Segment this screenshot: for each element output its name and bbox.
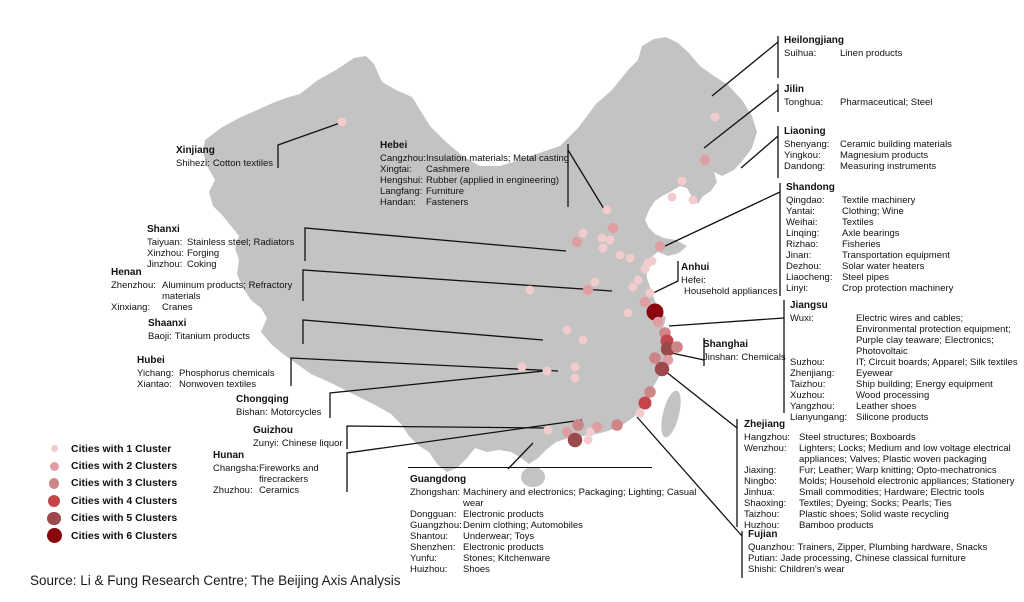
city-entry: [147, 248, 297, 259]
city-label: Jinan:: [786, 250, 812, 261]
city-label: Linyi:: [786, 283, 809, 294]
province-name-liaoning: Liaoning: [784, 126, 826, 137]
city-dot-1-clusters: [543, 367, 552, 376]
province-block-heilongjiang: [784, 35, 1016, 59]
city-entry: [786, 272, 1018, 283]
city-label: Lianyungang:: [790, 412, 848, 423]
leader-line: [712, 42, 778, 96]
products-label: Cotton textiles: [212, 158, 274, 169]
province-block-liaoning: [784, 126, 1019, 172]
city-label: Jinshan:: [703, 352, 739, 363]
city-dot-1-clusters: [598, 234, 607, 243]
city-dot-1-clusters: [636, 409, 645, 418]
city-dot-2-clusters: [572, 237, 582, 247]
products-label: Small commodities; Hardware; Electric tools: [799, 487, 985, 498]
city-entry: [380, 175, 575, 186]
city-entry: [786, 206, 1018, 217]
products-label: Clothing; Wine: [842, 206, 904, 217]
city-label: Rizhao:: [786, 239, 819, 250]
city-entry: [111, 302, 306, 313]
products-label: Linen products: [840, 48, 903, 59]
city-label: Shishi:: [748, 564, 777, 575]
province-block-hunan: [213, 450, 343, 496]
city-entry: [786, 228, 1018, 239]
legend-item: [45, 527, 177, 544]
province-name-guizhou: Guizhou: [253, 425, 293, 436]
products-label: Fireworks and firecrackers: [259, 463, 319, 485]
city-entry: [748, 542, 1020, 553]
city-entry: [410, 509, 702, 520]
city-dot-1-clusters: [606, 236, 615, 245]
city-dot-2-clusters: [608, 223, 618, 233]
city-entry: [744, 487, 1020, 498]
city-dot-5-clusters: [568, 433, 582, 447]
city-entry: [380, 153, 575, 164]
products-label: Phosphorus chemicals: [179, 368, 275, 379]
products-label: Underwear; Toys: [463, 531, 535, 542]
legend-label: Cities with 2 Clusters: [71, 460, 178, 473]
province-block-shanghai: [703, 339, 803, 363]
city-dot-3-clusters: [572, 419, 584, 431]
city-entry: [784, 48, 1016, 59]
products-label: Textiles; Dyeing; Socks; Pearls; Ties: [799, 498, 952, 509]
city-entry: [748, 553, 1020, 564]
products-label: Motorcycles: [270, 407, 322, 418]
city-dot-1-clusters: [644, 259, 653, 268]
city-label: Qingdao:: [786, 195, 825, 206]
legend-item: [45, 440, 177, 457]
city-label: Langfang:: [380, 186, 423, 197]
city-label: Yantai:: [786, 206, 815, 217]
city-label: Taizhou:: [744, 509, 780, 520]
city-label: Jiaxing:: [744, 465, 777, 476]
legend-label: Cities with 4 Clusters: [71, 494, 178, 507]
province-name-hebei: Hebei: [380, 140, 408, 151]
city-dot-1-clusters: [678, 177, 687, 186]
province-block-guizhou: [253, 425, 393, 449]
city-entry: [380, 186, 575, 197]
city-dot-1-clusters: [603, 206, 612, 215]
city-entry: [790, 313, 1018, 357]
city-label: Tonghua:: [784, 97, 824, 108]
city-dot-1-clusters: [626, 254, 635, 263]
city-label: Yingkou:: [784, 150, 821, 161]
city-entry: [744, 498, 1020, 509]
city-label: Taizhou:: [790, 379, 826, 390]
city-entry: [786, 195, 1018, 206]
city-label: Cangzhou:: [380, 153, 426, 164]
city-dot-3-clusters: [644, 386, 656, 398]
city-entry: [784, 97, 1016, 108]
leader-line: [669, 318, 784, 326]
city-entry: [380, 164, 575, 175]
city-entry: [380, 197, 575, 208]
city-dot-1-clusters: [518, 363, 527, 372]
city-label: Hefei:: [681, 275, 706, 286]
city-entry: [790, 379, 1018, 390]
city-entry: [410, 564, 702, 575]
city-entry: [784, 150, 1019, 161]
city-label: Zhuzhou:: [213, 485, 253, 496]
products-label: Crop protection machinery: [842, 283, 954, 294]
city-entry: [744, 476, 1020, 487]
province-name-guangdong: Guangdong: [410, 474, 467, 485]
city-label: Zhenjiang:: [790, 368, 835, 379]
legend-label: Cities with 6 Clusters: [71, 529, 178, 542]
city-dot-3-clusters: [611, 419, 623, 431]
city-dot-1-clusters: [526, 286, 535, 295]
city-label: Shihezi:: [176, 158, 210, 169]
city-entry: [410, 542, 702, 553]
city-dot-1-clusters: [571, 363, 580, 372]
city-entry: [137, 368, 302, 379]
province-name-shanghai: Shanghai: [703, 339, 749, 350]
legend-item: [45, 457, 177, 474]
city-label: Handan:: [380, 197, 416, 208]
province-block-anhui: [681, 262, 791, 297]
city-label: Suihua:: [784, 48, 817, 59]
legend-dot-icon: [47, 512, 61, 526]
city-entry: [744, 432, 1020, 443]
products-label: Titanium products: [174, 331, 250, 342]
products-label: Steel structures; Boxboards: [799, 432, 916, 443]
products-label: Ship building; Energy equipment: [856, 379, 993, 390]
city-entry: [790, 390, 1018, 401]
province-name-zhejiang: Zhejiang: [744, 419, 786, 430]
city-entry: [790, 401, 1018, 412]
city-label: Quanzhou:: [748, 542, 795, 553]
province-block-shaanxi: [148, 318, 308, 342]
city-dot-1-clusters: [584, 436, 593, 445]
city-dot-5-clusters: [655, 362, 669, 376]
city-label: Yunfu:: [410, 553, 437, 564]
legend-item: [45, 510, 177, 527]
legend-label: Cities with 5 Clusters: [71, 512, 178, 525]
province-name-hunan: Hunan: [213, 450, 245, 461]
city-dot-3-clusters: [671, 341, 683, 353]
province-name-xinjiang: Xinjiang: [176, 145, 215, 156]
city-dot-3-clusters: [649, 352, 661, 364]
products-label: Cashmere: [426, 164, 470, 175]
products-label: Aluminum products; Refractory materials: [162, 280, 293, 302]
products-label: Jade processing, Chinese classical furniture: [780, 553, 966, 564]
city-label: Shenzhen:: [410, 542, 456, 553]
city-dot-1-clusters: [544, 426, 553, 435]
province-name-fujian: Fujian: [748, 529, 778, 540]
products-label: Steel pipes: [842, 272, 890, 283]
products-label: Shoes: [463, 564, 490, 575]
legend-dot-icon: [49, 478, 60, 489]
city-entry: [790, 368, 1018, 379]
province-block-fujian: [748, 529, 1020, 575]
city-entry: [410, 520, 702, 531]
city-dot-1-clusters: [668, 193, 677, 202]
source-note: Source: Li & Fung Research Centre; The Beijing Axis Analysis: [30, 573, 401, 588]
city-label: Xiantao:: [137, 379, 172, 390]
products-label: Coking: [187, 259, 217, 270]
products-label: Measuring instruments: [840, 161, 937, 172]
products-label: Ceramics: [259, 485, 300, 496]
city-entry: [111, 280, 306, 302]
city-dot-1-clusters: [599, 244, 608, 253]
city-label: Jinhua:: [744, 487, 775, 498]
city-dot-1-clusters: [579, 229, 588, 238]
city-dot-1-clusters: [711, 113, 720, 122]
city-entry: [784, 161, 1019, 172]
city-label: Shantou:: [410, 531, 449, 542]
city-entry: [137, 379, 302, 390]
products-label: Solar water heaters: [842, 261, 925, 272]
city-dot-4-clusters: [639, 397, 652, 410]
city-label: Zhenzhou:: [111, 280, 156, 291]
city-entry: [236, 407, 376, 418]
province-name-jiangsu: Jiangsu: [790, 300, 828, 311]
province-name-henan: Henan: [111, 267, 142, 278]
city-label: Zunyi:: [253, 438, 279, 449]
province-block-jilin: [784, 84, 1016, 108]
city-entry: [253, 438, 393, 449]
city-label: Shaoxing:: [744, 498, 787, 509]
city-label: Dezhou:: [786, 261, 822, 272]
city-label: Changsha:: [213, 463, 259, 474]
city-label: Yangzhou:: [790, 401, 835, 412]
products-label: IT; Circuit boards; Apparel; Silk textiles: [856, 357, 1018, 368]
products-label: Pharmaceutical; Steel: [840, 97, 933, 108]
products-label: Machinery and electronics; Packaging; Lighting; Casual wear: [463, 487, 697, 509]
city-dot-1-clusters: [571, 374, 580, 383]
province-block-xinjiang: [176, 145, 326, 169]
city-label: Bishan:: [236, 407, 268, 418]
legend-label: Cities with 3 Clusters: [71, 477, 178, 490]
city-dot-1-clusters: [586, 428, 595, 437]
city-label: Dandong:: [784, 161, 826, 172]
city-entry: [786, 239, 1018, 250]
city-dot-2-clusters: [640, 297, 650, 307]
city-label: Taiyuan:: [147, 237, 183, 248]
city-entry: [681, 275, 791, 286]
legend-dot-icon: [48, 495, 60, 507]
products-label: Electric wires and cables; Environmental protection equipment; Purple clay teaware; Electronics; Photovoltaic: [856, 313, 1011, 357]
products-label: Eyewear: [856, 368, 893, 379]
city-entry: [786, 283, 1018, 294]
products-label: Chinese liquor: [281, 438, 343, 449]
city-label: Jinzhou:: [147, 259, 183, 270]
province-name-jilin: Jilin: [784, 84, 805, 95]
products-label: Fur; Leather; Warp knitting; Opto-mechatronics: [799, 465, 997, 476]
leader-line: [663, 192, 780, 247]
city-entry: [744, 509, 1020, 520]
city-label: Dongguan:: [410, 509, 457, 520]
city-label: Xinxiang:: [111, 302, 151, 313]
city-entry: [744, 465, 1020, 476]
province-name-shaanxi: Shaanxi: [148, 318, 187, 329]
city-dot-1-clusters: [634, 276, 643, 285]
legend-dot-icon: [51, 445, 58, 452]
city-label: Ningbo:: [744, 476, 777, 487]
taiwan-island: [657, 389, 684, 439]
products-label: Wood processing: [856, 390, 930, 401]
products-label: Stones; Kitchenware: [463, 553, 551, 564]
legend-dot-icon: [50, 462, 59, 471]
province-block-guangdong: [410, 474, 702, 575]
city-entry: [213, 463, 343, 485]
products-label: Molds; Household electronic appliances; Stationery: [799, 476, 1015, 487]
city-entry: [176, 158, 326, 169]
products-label: Children's wear: [779, 564, 845, 575]
products-label: Denim clothing; Automobiles: [463, 520, 583, 531]
guangdong-rule-line: [408, 467, 652, 468]
city-label: Liaocheng:: [786, 272, 833, 283]
city-dot-2-clusters: [583, 285, 593, 295]
products-label: Trainers, Zipper, Plumbing hardware, Snacks: [797, 542, 988, 553]
city-label: Xinzhou:: [147, 248, 184, 259]
province-block-hebei: [380, 140, 575, 208]
city-label: Wuxi:: [790, 313, 814, 324]
city-entry: [790, 357, 1018, 368]
products-label: Fisheries: [842, 239, 881, 250]
city-label: Linqing:: [786, 228, 820, 239]
products-label: Electronic products: [463, 542, 544, 553]
city-label: Putian:: [748, 553, 778, 564]
products-label: Nonwoven textiles: [179, 379, 257, 390]
city-dot-1-clusters: [591, 278, 600, 287]
products-label: Chemicals: [741, 352, 786, 363]
city-entry: [786, 250, 1018, 261]
products-label: Transportation equipment: [842, 250, 950, 261]
city-dot-2-clusters: [700, 155, 710, 165]
province-name-heilongjiang: Heilongjiang: [784, 35, 844, 46]
city-label: Weihai:: [786, 217, 818, 228]
city-label: Xingtai:: [380, 164, 412, 175]
products-label: Magnesium products: [840, 150, 929, 161]
city-dot-1-clusters: [563, 326, 572, 335]
products-label: Silicone products: [856, 412, 929, 423]
city-entry: [681, 286, 791, 297]
city-label: Hangzhou:: [744, 432, 790, 443]
products-label: Textile machinery: [842, 195, 916, 206]
city-dot-1-clusters: [689, 196, 698, 205]
city-label: Hengshui:: [380, 175, 423, 186]
city-entry: [784, 139, 1019, 150]
products-label: Fasteners: [426, 197, 469, 208]
city-entry: [786, 217, 1018, 228]
products-label: Cranes: [162, 302, 193, 313]
products-label: Bamboo products: [799, 520, 874, 531]
products-label: Forging: [187, 248, 220, 259]
products-label: Axle bearings: [842, 228, 900, 239]
city-label: Huzhou:: [744, 520, 780, 531]
legend-label: Cities with 1 Cluster: [71, 442, 172, 455]
city-entry: [410, 531, 702, 542]
province-block-shandong: [786, 182, 1018, 294]
city-dot-1-clusters: [646, 289, 655, 298]
city-label: Shenyang:: [784, 139, 830, 150]
city-entry: [148, 331, 308, 342]
city-label: Suzhou:: [790, 357, 825, 368]
city-dot-1-clusters: [338, 118, 347, 127]
province-block-zhejiang: [744, 419, 1020, 531]
city-label: Baoji:: [148, 331, 172, 342]
products-label: Household appliances: [684, 286, 778, 297]
products-label: Textiles: [842, 217, 874, 228]
products-label: Lighters; Locks; Medium and low voltage electrical appliances; Valves; Plastic woven packaging: [799, 443, 1011, 465]
province-block-henan: [111, 267, 306, 313]
province-block-shanxi: [147, 224, 297, 270]
province-name-chongqing: Chongqing: [236, 394, 289, 405]
city-label: Xuzhou:: [790, 390, 825, 401]
city-dot-1-clusters: [624, 309, 633, 318]
city-dot-2-clusters: [653, 317, 663, 327]
products-label: Furniture: [426, 186, 465, 197]
products-label: Rubber (applied in engineering): [426, 175, 560, 186]
city-dot-2-clusters: [655, 241, 665, 251]
province-block-hubei: [137, 355, 302, 390]
legend-item: [45, 475, 177, 492]
city-entry: [410, 553, 702, 564]
products-label: Ceramic building materials: [840, 139, 952, 150]
legend-dot-icon: [47, 528, 62, 543]
province-block-chongqing: [236, 394, 376, 418]
city-label: Huizhou:: [410, 564, 448, 575]
city-entry: [786, 261, 1018, 272]
city-entry: [744, 443, 1020, 465]
city-label: Yichang:: [137, 368, 174, 379]
city-entry: [410, 487, 702, 509]
province-name-shandong: Shandong: [786, 182, 835, 193]
province-name-anhui: Anhui: [681, 262, 710, 273]
products-label: Plastic shoes; Solid waste recycling: [799, 509, 949, 520]
products-label: Stainless steel; Radiators: [187, 237, 295, 248]
products-label: Electronic products: [463, 509, 544, 520]
city-entry: [213, 485, 343, 496]
cluster-legend: [45, 440, 177, 544]
city-entry: [748, 564, 1020, 575]
city-label: Wenzhou:: [744, 443, 787, 454]
city-entry: [703, 352, 803, 363]
city-label: Guangzhou:: [410, 520, 462, 531]
city-entry: [147, 237, 297, 248]
province-name-shanxi: Shanxi: [147, 224, 180, 235]
city-dot-1-clusters: [579, 336, 588, 345]
province-block-jiangsu: [790, 300, 1018, 423]
legend-item: [45, 492, 177, 509]
province-name-hubei: Hubei: [137, 355, 165, 366]
city-dot-1-clusters: [616, 251, 625, 260]
city-label: Zhongshan:: [410, 487, 461, 498]
products-label: Insulation materials; Metal casting: [426, 153, 570, 164]
products-label: Leather shoes: [856, 401, 917, 412]
